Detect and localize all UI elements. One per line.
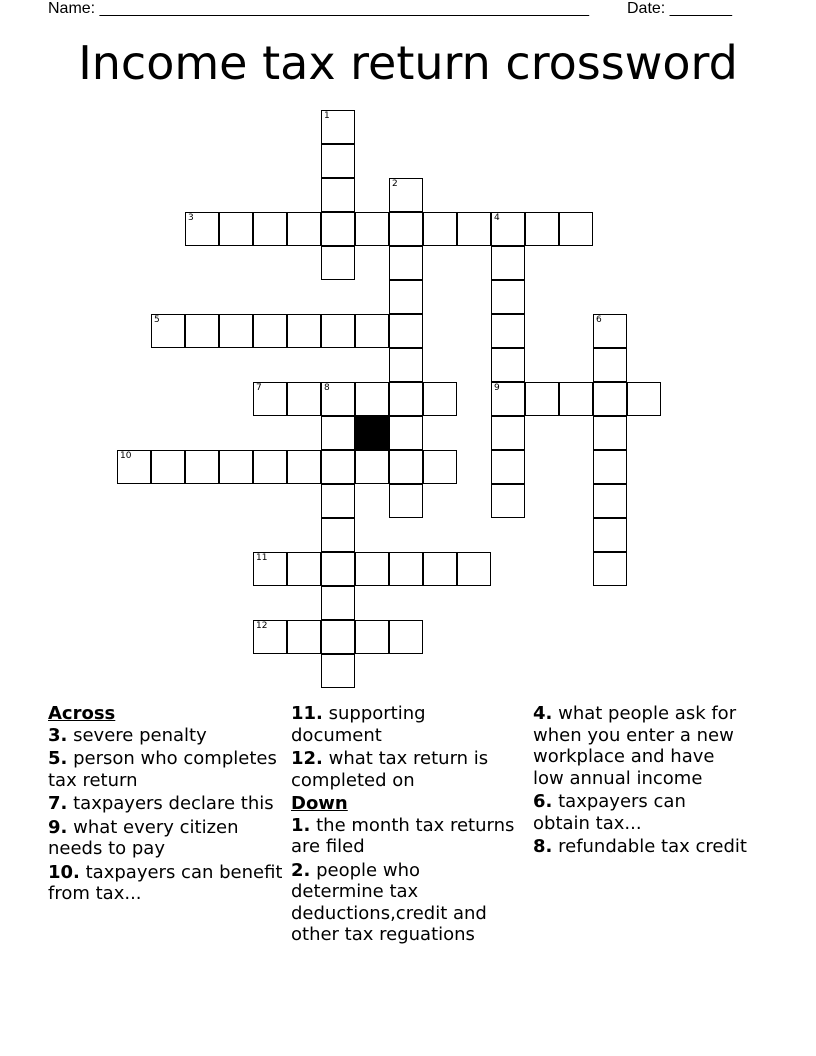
crossword-cell[interactable] [321, 620, 355, 654]
clue-text: taxpayers can benefit from tax... [48, 861, 283, 904]
crossword-cell[interactable] [321, 552, 355, 586]
crossword-cell[interactable] [321, 314, 355, 348]
crossword-cell[interactable] [185, 212, 219, 246]
clue-text: supporting document [291, 703, 426, 746]
clue-number: 5. [48, 748, 68, 769]
across-clue [48, 862, 288, 905]
crossword-cell[interactable] [287, 382, 321, 416]
clue-number: 11 [256, 553, 268, 563]
crossword-cell[interactable] [389, 246, 423, 280]
clue-number: 10 [120, 451, 132, 461]
clue-text: what every citizen needs to pay [48, 816, 239, 859]
crossword-cell[interactable] [423, 382, 457, 416]
clues-column-1 [48, 703, 288, 907]
clue-text: person who completes tax return [48, 748, 277, 791]
crossword-cell[interactable] [151, 314, 185, 348]
crossword-cell[interactable] [321, 144, 355, 178]
crossword-cell[interactable] [321, 450, 355, 484]
clue-text: what people ask for when you enter a new workplace and have low annual income [533, 703, 737, 789]
across-clue [48, 793, 288, 815]
clues-column-2 [291, 703, 516, 948]
crossword-cell[interactable] [389, 382, 423, 416]
clue-number: 12. [291, 748, 323, 769]
crossword-cell[interactable] [321, 416, 355, 450]
name-field[interactable] [48, 0, 589, 18]
crossword-cell[interactable] [117, 450, 151, 484]
crossword-cell[interactable] [627, 382, 661, 416]
crossword-cell[interactable] [321, 518, 355, 552]
clue-number: 1. [291, 814, 311, 836]
clue-text: people who determine tax deductions,credit and other tax reguations [291, 859, 487, 945]
clue-text: taxpayers can obtain tax... [533, 791, 686, 834]
clue-text: severe penalty [73, 724, 207, 746]
crossword-cell[interactable] [389, 280, 423, 314]
name-label: Name: [48, 0, 96, 17]
crossword-cell[interactable] [355, 620, 389, 654]
crossword-cell[interactable] [287, 212, 321, 246]
clue-number: 7. [48, 793, 68, 814]
crossword-cell[interactable] [491, 484, 525, 518]
crossword-cell[interactable] [321, 654, 355, 688]
crossword-cell[interactable] [423, 212, 457, 246]
clue-text: refundable tax credit [558, 836, 747, 857]
clue-number: 6. [533, 791, 553, 812]
crossword-cell[interactable] [321, 586, 355, 620]
crossword-cell[interactable] [525, 212, 559, 246]
crossword-cell[interactable] [355, 382, 389, 416]
crossword-cell[interactable] [389, 484, 423, 518]
crossword-cell[interactable] [321, 382, 355, 416]
crossword-cell[interactable] [491, 280, 525, 314]
crossword-cell[interactable] [559, 382, 593, 416]
across-heading: Across [48, 703, 116, 724]
page-title: Income tax return crossword [78, 36, 738, 90]
down-heading: Down [291, 793, 348, 814]
crossword-cell[interactable] [593, 450, 627, 484]
crossword-cell[interactable] [559, 212, 593, 246]
down-clue [533, 703, 748, 789]
crossword-cell[interactable] [593, 552, 627, 586]
clues-column-3 [533, 703, 748, 860]
crossword-cell[interactable] [593, 348, 627, 382]
crossword-cell[interactable] [389, 348, 423, 382]
crossword-cell[interactable] [389, 212, 423, 246]
crossword-cell[interactable] [321, 484, 355, 518]
clue-text: the month tax returns are filed [291, 814, 515, 857]
crossword-cell[interactable] [355, 314, 389, 348]
clue-number: 8 [324, 383, 330, 393]
clue-text: taxpayers declare this [73, 793, 274, 814]
crossword-cell[interactable] [491, 382, 525, 416]
crossword-cell[interactable] [253, 552, 287, 586]
crossword-cell[interactable] [253, 382, 287, 416]
clue-number: 11. [291, 703, 323, 724]
crossword-cell[interactable] [287, 314, 321, 348]
crossword-cell[interactable] [389, 416, 423, 450]
across-clue [291, 703, 516, 746]
crossword-cell[interactable] [389, 178, 423, 212]
crossword-cell[interactable] [389, 314, 423, 348]
clue-number: 4. [533, 703, 553, 724]
crossword-cell[interactable] [389, 450, 423, 484]
crossword-cell[interactable] [321, 246, 355, 280]
crossword-cell[interactable] [491, 416, 525, 450]
crossword-cell[interactable] [355, 450, 389, 484]
name-line: _______________________________________________________ [99, 0, 589, 17]
clue-number: 7 [256, 383, 262, 393]
crossword-cell[interactable] [457, 212, 491, 246]
crossword-cell[interactable] [219, 212, 253, 246]
crossword-cell[interactable] [185, 450, 219, 484]
crossword-cell[interactable] [253, 212, 287, 246]
clue-number: 3 [188, 213, 194, 223]
clue-number: 12 [256, 621, 268, 631]
down-clue [533, 791, 748, 834]
crossword-cell[interactable] [423, 450, 457, 484]
crossword-cell[interactable] [491, 348, 525, 382]
date-label: Date: [627, 0, 666, 17]
across-clue [48, 725, 288, 747]
crossword-cell[interactable] [389, 620, 423, 654]
crossword-cell[interactable] [423, 552, 457, 586]
down-clue [533, 836, 748, 858]
crossword-cell[interactable] [219, 450, 253, 484]
crossword-cell[interactable] [287, 552, 321, 586]
crossword-cell[interactable] [287, 620, 321, 654]
crossword-cell[interactable] [593, 484, 627, 518]
down-clue [291, 815, 516, 858]
crossword-cell[interactable] [457, 552, 491, 586]
clue-text: what tax return is completed on [291, 748, 489, 791]
crossword-cell[interactable] [389, 552, 423, 586]
crossword-cell[interactable] [151, 450, 185, 484]
crossword-cell[interactable] [593, 518, 627, 552]
crossword-cell[interactable] [185, 314, 219, 348]
crossword-cell[interactable] [219, 314, 253, 348]
clue-number: 6 [596, 315, 602, 325]
crossword-cell[interactable] [253, 620, 287, 654]
black-cell [355, 416, 389, 450]
across-clue [291, 748, 516, 791]
crossword-cell[interactable] [593, 416, 627, 450]
across-clue [48, 748, 288, 791]
crossword-cell[interactable] [253, 314, 287, 348]
clue-number: 3. [48, 724, 68, 746]
down-clue [291, 860, 516, 946]
crossword-cell[interactable] [593, 382, 627, 416]
crossword-cell[interactable] [355, 552, 389, 586]
crossword-cell[interactable] [525, 382, 559, 416]
crossword-cell[interactable] [491, 450, 525, 484]
crossword-cell[interactable] [355, 212, 389, 246]
clue-number: 9. [48, 816, 68, 838]
crossword-cell[interactable] [491, 314, 525, 348]
crossword-cell[interactable] [321, 178, 355, 212]
crossword-cell[interactable] [593, 314, 627, 348]
crossword-cell[interactable] [321, 212, 355, 246]
crossword-cell[interactable] [253, 450, 287, 484]
clue-number: 2. [291, 859, 311, 881]
date-line: _______ [669, 0, 732, 17]
clue-number: 5 [154, 315, 160, 325]
clue-number: 9 [494, 383, 500, 393]
crossword-cell[interactable] [491, 212, 525, 246]
crossword-cell[interactable] [321, 110, 355, 144]
across-clue [48, 817, 288, 860]
clue-number: 4 [494, 213, 500, 223]
clue-number: 1 [324, 111, 330, 121]
clue-number: 10. [48, 861, 80, 883]
clue-number: 2 [392, 179, 398, 189]
crossword-cell[interactable] [287, 450, 321, 484]
crossword-cell[interactable] [491, 246, 525, 280]
date-field[interactable] [627, 0, 732, 18]
clue-number: 8. [533, 836, 553, 857]
